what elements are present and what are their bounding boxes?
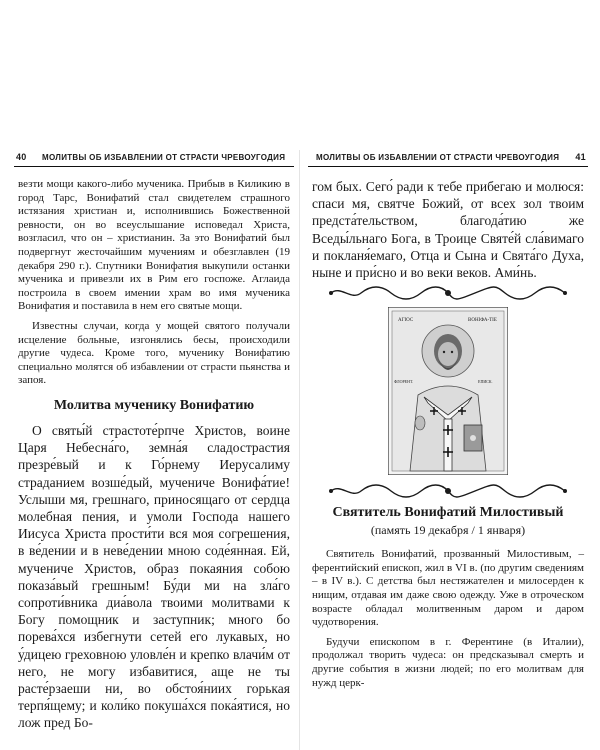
right-header-rule: [308, 166, 588, 167]
life-heading: Святитель Вонифатий Милостивый: [332, 505, 564, 521]
ornament-divider-top: [312, 285, 584, 301]
life-paragraph-1: Святитель Вонифатий, прозванный Милостивым, – ферентийский епископ, жил в VI в. (по другим сведениям – в IV в.). С детства был нестяжателен и милосерден к нищим, отдавая им даже свою одежду. Уже в отроческом возрасте обладал молитвенным даром и даром чудотворения.: [312, 548, 584, 629]
left-running-header: [12, 152, 296, 166]
icon-lower-right: ЕПИСК.: [478, 379, 493, 385]
book-gutter: [299, 150, 300, 750]
book-spread: [12, 138, 590, 750]
left-paragraph-2: Известны случаи, когда у мощей святого получали исцеление больные, изгонялись бесы, происходили другие чудеса. Кроме того, мученику Вонифатию специально молятся об избавлении от страсти пьянства и запоя.: [18, 319, 290, 387]
right-running-header: [306, 152, 590, 166]
icon-inscription-right: ВОНІФА-ТІЕ: [468, 318, 497, 324]
ornament-divider-bottom: [312, 483, 584, 499]
prayer-heading: Молитва мученику Вонифатию: [53, 397, 255, 413]
left-header-rule: [14, 166, 294, 167]
life-subtitle: (память 19 декабря / 1 января): [370, 523, 526, 538]
right-running-title: МОЛИТВЫ ОБ ИЗБАВЛЕНИИ ОТ СТРАСТИ ЧРЕВОУГОДИЯ: [316, 153, 560, 162]
icon-inscription-left: АГІОС: [398, 318, 414, 324]
life-paragraph-2: Будучи епископом в г. Ферентине (в Италии), продолжал творить чудеса: он предсказывал смерть и другие события в жизни людей; по его молитвам для нужд церк-: [312, 635, 584, 689]
prayer-continuation: гом бых. Сего́ ради к тебе прибегаю и молюся: спаси мя, святче Божий, от всех зол твоим предста́тельством, благода́тию же Вседы́льнаго Бога, в Троице Святе́й сла́вимаго и покланя́емаго, Отца и Сына и Свята́го Духа, нынe и при́сно и во веки веков. Ами́нь.: [312, 179, 584, 281]
left-page-number: 40: [16, 152, 27, 162]
left-page: [12, 138, 296, 750]
left-paragraph-1: везти мощи какого-либо мученика. Прибыв в Киликию в город Тарс, Вонифатий стал свидетелем страшного истязания христиан и, исполнившись Божественной ревности, он во всеуслышание исповедал Христа, возгласил, что он – христианин. За это Вонифатий был подвергнут жесточайшим мучениям и обезглавлен (19 декабря 290 г.). Спутники Вонифатия выкупили останки мученика и привезли их в Рим его госпоже. Аглаида построила в своем имении храм во имя мученика Вонифатия и поставила в нем его святые мощи.: [18, 178, 290, 313]
prayer-text: О святы́й страстоте́рпче Христов, воине Царя Небесна́го, земна́я сладострастия презре́вый и к Го́рнему Иерусалиму страданием возше́дый, мучениче Вонифа́тие! Услыши мя, грешнаго, приносящаго от сердца молебная пения, и умоли Господа нашего Иисуса Христа прости́ти вся моя согрешения, в ве́дении и в неве́дении мною соде́янная. Ей, мучениче Христов, образ покаяния собою показа́вый грешным! Бу́ди ми на зла́го сопроти́вника диа́вола твоими молитвами к Богу помощник и заступник; много бо порева́хся избегнути сетей его лукавых, но у́дицею греховною уловле́н и крепко влачи́м от него, не могу избавитися, аще не ты расте́рзаеши ни, во обстоя́ниих горькая терпя́щему; и коли́ко покуша́хся пока́ятися, но лож пред Бо-: [18, 422, 290, 731]
left-page-body: [18, 178, 290, 732]
right-page: [306, 138, 590, 750]
icon-lower-left: ФЛОРЕНТ.: [394, 379, 414, 385]
left-running-title: МОЛИТВЫ ОБ ИЗБАВЛЕНИИ ОТ СТРАСТИ ЧРЕВОУГОДИЯ: [42, 153, 286, 162]
right-page-number: 41: [575, 152, 586, 162]
right-page-body: [312, 178, 584, 690]
saint-icon-image: [388, 307, 508, 475]
